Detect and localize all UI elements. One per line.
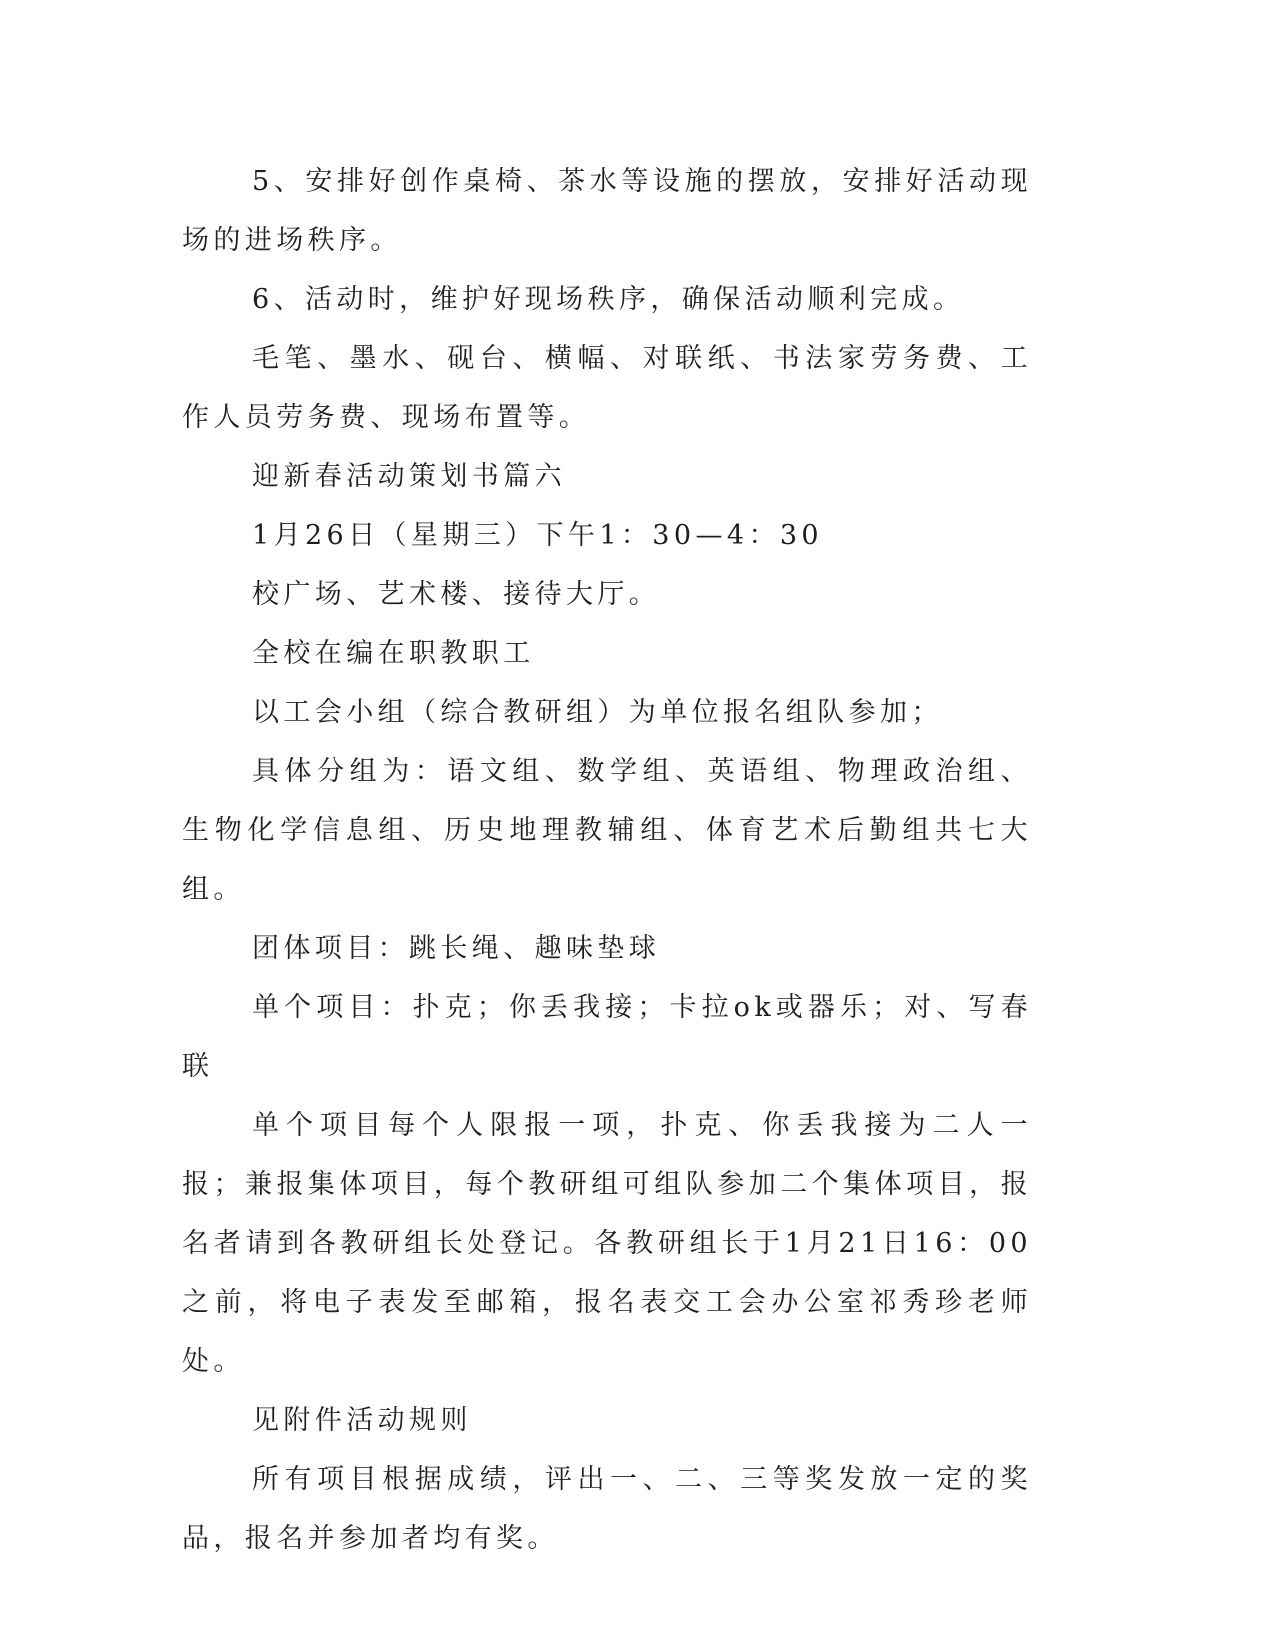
paragraph-materials-list: 毛笔、墨水、砚台、横幅、对联纸、书法家劳务费、工作人员劳务费、现场布置等。 [182,343,1032,433]
paragraph-participants: 全校在编在职教职工 [252,638,535,669]
paragraph-event-time: 1月26日（星期三）下午1：30—4：30 [252,520,824,551]
paragraph-awards: 所有项目根据成绩，评出一、二、三等奖发放一定的奖品，报名并参加者均有奖。 [182,1464,1032,1554]
paragraph-team-events: 团体项目：跳长绳、趣味垫球 [252,933,661,964]
paragraph-event-location: 校广场、艺术楼、接待大厅。 [252,579,661,610]
document-body [182,152,1032,1568]
paragraph-activity-rules: 见附件活动规则 [252,1405,472,1436]
paragraph-registration-rules: 单个项目每个人限报一项，扑克、你丢我接为二人一报；兼报集体项目，每个教研组可组队参加二个集体项目，报名者请到各教研组长处登记。各教研组长于1月21日16：00之前，将电子表发至邮箱，报名表交工会办公室祁秀珍老师处。 [182,1110,1032,1377]
paragraph-maintain-order: 6、活动时，维护好现场秩序，确保活动顺利完成。 [252,284,965,315]
section-heading: 迎新春活动策划书篇六 [252,461,566,492]
paragraph-individual-events: 单个项目：扑克；你丢我接；卡拉ok或器乐；对、写春联 [182,992,1032,1082]
paragraph-group-division: 具体分组为：语文组、数学组、英语组、物理政治组、生物化学信息组、历史地理教辅组、体育艺术后勤组共七大组。 [182,756,1032,905]
paragraph-setup-furniture: 5、安排好创作桌椅、茶水等设施的摆放，安排好活动现场的进场秩序。 [182,166,1032,256]
paragraph-registration-unit: 以工会小组（综合教研组）为单位报名组队参加； [252,697,943,728]
